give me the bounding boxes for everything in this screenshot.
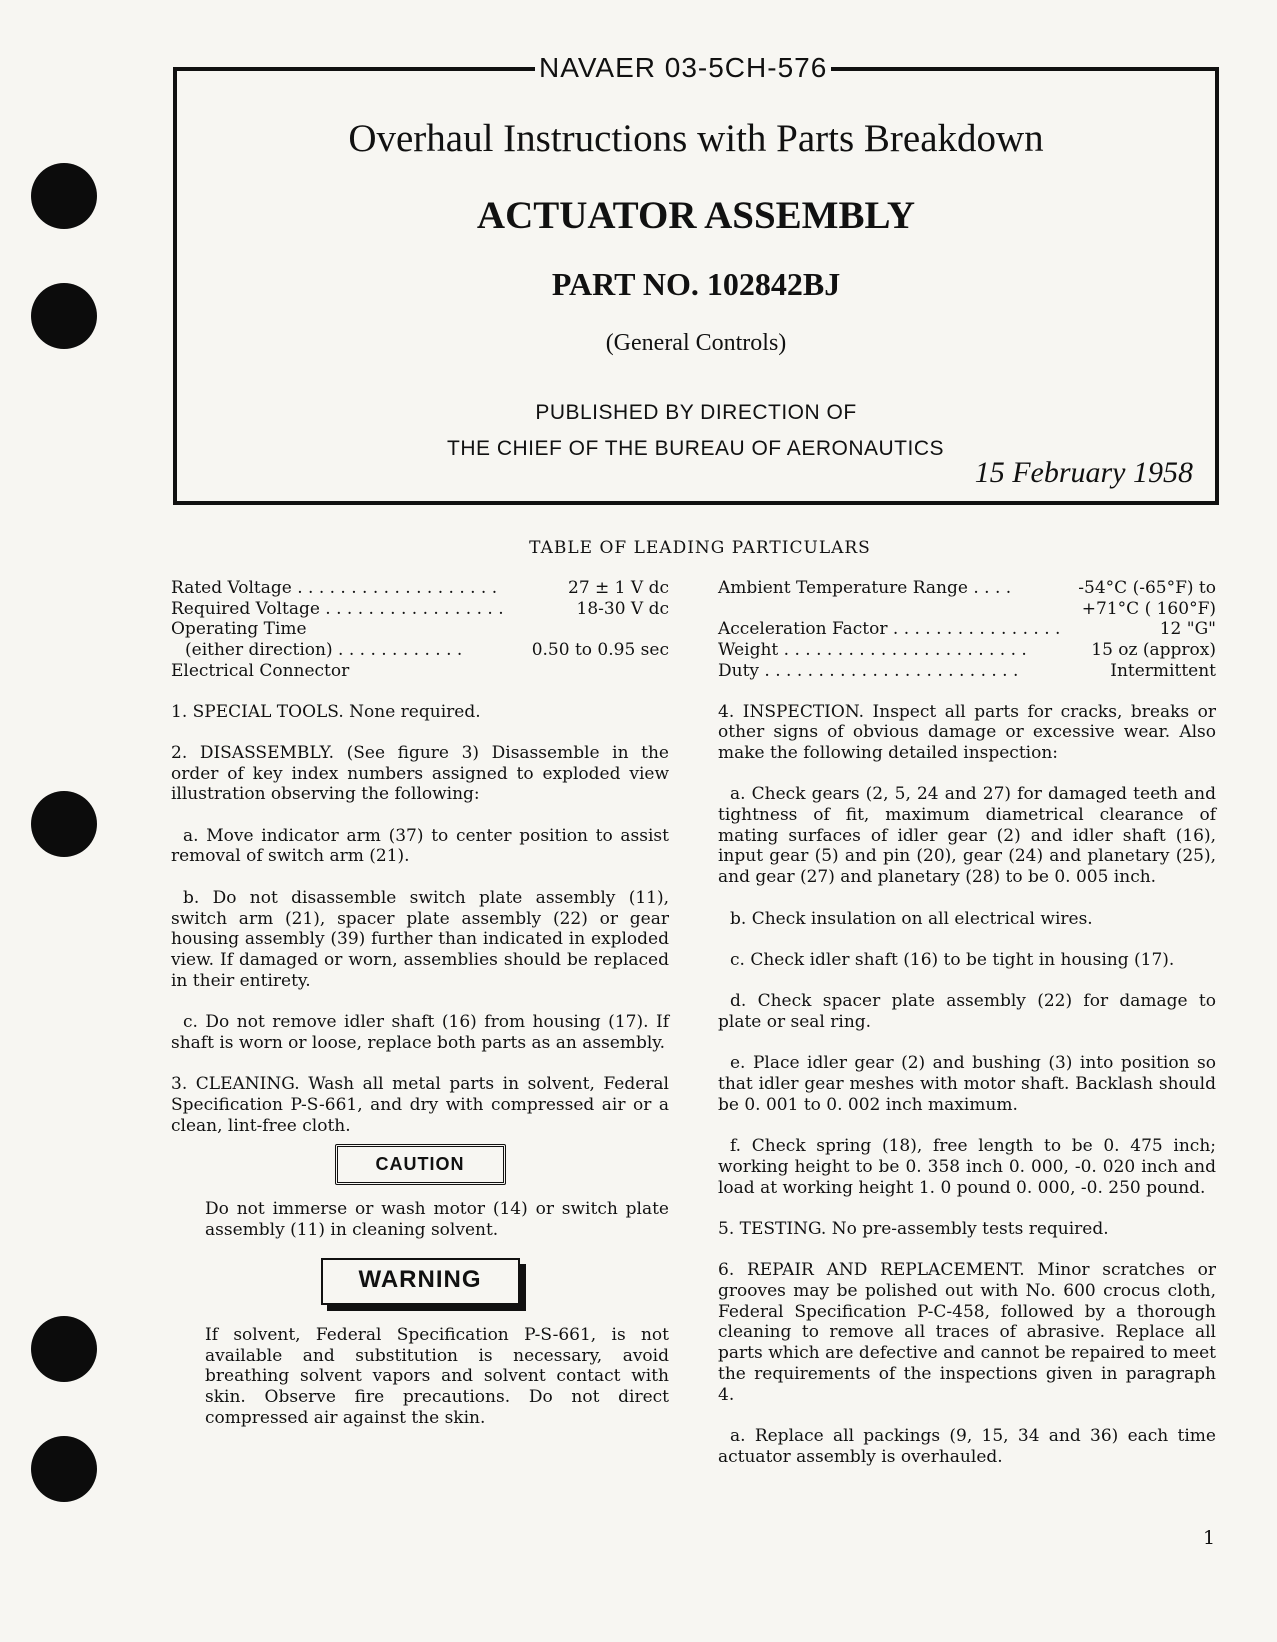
para-inspection-c: c. Check idler shaft (16) to be tight in housing (17). (730, 949, 1175, 970)
spec-value: Intermittent (1110, 660, 1216, 681)
spec-value: 15 oz (approx) (1091, 640, 1216, 661)
spec-label: Operating Time (171, 619, 307, 640)
para-special-tools: 1. SPECIAL TOOLS. None required. (171, 701, 481, 722)
caution-box-wrap (171, 1144, 669, 1185)
spec-label: Duty . . . . . . . . . . . . . . . . . . . . . . . . (718, 660, 1019, 681)
particulars-heading: TABLE OF LEADING PARTICULARS (529, 538, 871, 558)
binder-hole (31, 1436, 97, 1502)
para-inspection-d: d. Check spacer plate assembly (22) for damage to plate or seal ring. (718, 991, 1216, 1032)
para-repair: 6. REPAIR AND REPLACEMENT. Minor scratches or grooves may be polished out with No. 600 crocus cloth, Federal Specification P-C-458, followed by a thorough cleaning to remove all traces of abrasive. Replace all parts which are defective and cannot be repaired to meet the requirements of the inspections given in paragraph 4. (718, 1260, 1216, 1405)
right-column (718, 578, 1216, 1488)
spec-row (171, 619, 669, 640)
spec-value: 12 "G" (1159, 619, 1216, 640)
para-inspection-b: b. Check insulation on all electrical wires. (730, 908, 1093, 929)
published-line-1: PUBLISHED BY DIRECTION OF (535, 401, 857, 424)
spec-value: +71°C ( 160°F) (1081, 598, 1216, 619)
para-disassembly-a: a. Move indicator arm (37) to center position to assist removal of switch arm (21). (171, 825, 669, 867)
binder-hole (31, 283, 97, 349)
spec-row (171, 640, 669, 661)
para-disassembly-c: c. Do not remove idler shaft (16) from housing (17). If shaft is worn or loose, replace both parts as an assembly. (171, 1012, 669, 1053)
document-title: Overhaul Instructions with Parts Breakdown (348, 117, 1044, 160)
para-disassembly-b: b. Do not disassemble switch plate assembly (11), switch arm (21), spacer plate assembly (22) or gear housing assembly (39) further than indicated in exploded view. If damaged or worn, assemblies should be replaced in their entirety. (171, 887, 669, 991)
spec-row (718, 578, 1216, 599)
part-number: PART NO. 102842BJ (551, 266, 841, 302)
para-inspection-a: a. Check gears (2, 5, 24 and 27) for damaged teeth and tightness of fit, maximum diametrical clearance of mating surfaces of idler gear (2) and idler shaft (16), input gear (5) and pin (20), gear (24) and planetary (25), and gear (27) and planetary (28) to be 0. 005 inch. (718, 784, 1216, 888)
para-disassembly: 2. DISASSEMBLY. (See figure 3) Disassemble in the order of key index numbers assigned to exploded view illustration observing the following: (171, 742, 669, 805)
spec-row (171, 661, 669, 682)
document-number: NAVAER 03-5CH-576 (535, 52, 831, 84)
spec-label: Electrical Connector (171, 660, 350, 681)
warning-text: If solvent, Federal Specification P-S-661, is not available and substitution is necessary, avoid breathing solvent vapors and solvent contact with skin. Observe fire precautions. Do not direct compressed air against the skin. (205, 1325, 669, 1428)
caution-label: CAUTION (335, 1144, 506, 1185)
para-inspection: 4. INSPECTION. Inspect all parts for cracks, breaks or other signs of obvious damage or excessive wear. Also make the following detailed inspection: (718, 701, 1216, 763)
para-inspection-f: f. Check spring (18), free length to be 0. 475 inch; working height to be 0. 358 inch 0. 000, -0. 020 inch and load at working height 1. 0 pound 0. 000, -0. 250 pound. (718, 1136, 1216, 1198)
page-number: 1 (1203, 1527, 1216, 1549)
title-frame (173, 67, 1219, 505)
spec-label: (either direction) . . . . . . . . . . . . (185, 640, 463, 661)
binder-hole (31, 163, 97, 229)
para-testing: 5. TESTING. No pre-assembly tests required. (718, 1218, 1109, 1239)
spec-label: Required Voltage . . . . . . . . . . . . . . . . . (171, 598, 504, 619)
spec-label: Weight . . . . . . . . . . . . . . . . . . . . . . . (718, 640, 1027, 661)
spec-value: -54°C (-65°F) to (1078, 578, 1216, 598)
manufacturer: (General Controls) (605, 330, 787, 356)
left-column (171, 578, 669, 1447)
spec-value: 0.50 to 0.95 sec (531, 640, 669, 661)
para-repair-a: a. Replace all packings (9, 15, 34 and 36) each time actuator assembly is overhauled. (718, 1425, 1216, 1467)
warning-label: WARNING (321, 1258, 520, 1305)
para-cleaning: 3. CLEANING. Wash all metal parts in solvent, Federal Specification P-S-661, and dry with compressed air or a clean, lint-free cloth. (171, 1074, 669, 1136)
spec-row (718, 599, 1216, 620)
published-line-2: THE CHIEF OF THE BUREAU OF AERONAUTICS (447, 437, 944, 460)
particulars-left (171, 578, 669, 682)
spec-label: Ambient Temperature Range . . . . (718, 578, 1012, 598)
spec-label: Rated Voltage . . . . . . . . . . . . . . . . . . . (171, 578, 498, 598)
spec-row (171, 599, 669, 620)
particulars-right (718, 578, 1216, 682)
warning-box-wrap (171, 1258, 669, 1305)
assembly-title: ACTUATOR ASSEMBLY (476, 194, 916, 237)
binder-hole (31, 791, 97, 857)
caution-text: Do not immerse or wash motor (14) or switch plate assembly (11) in cleaning solvent. (205, 1198, 669, 1240)
spec-row (718, 640, 1216, 661)
spec-row (718, 661, 1216, 682)
spec-row (171, 578, 669, 599)
spec-value: 27 ± 1 V dc (568, 578, 669, 598)
spec-label: Acceleration Factor . . . . . . . . . . . . . . . . (718, 619, 1061, 640)
publication-date: 15 February 1958 (974, 456, 1193, 489)
para-inspection-e: e. Place idler gear (2) and bushing (3) into position so that idler gear meshes with motor shaft. Backlash should be 0. 001 to 0. 002 inch maximum. (718, 1053, 1216, 1115)
spec-value: 18-30 V dc (576, 598, 669, 619)
binder-hole (31, 1316, 97, 1382)
spec-row (718, 619, 1216, 640)
